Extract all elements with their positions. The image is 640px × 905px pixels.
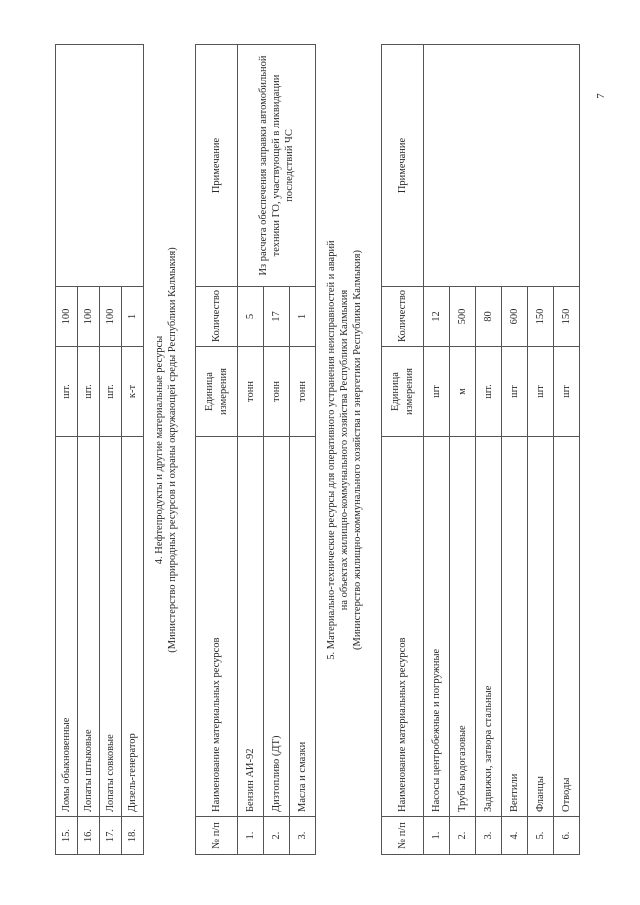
quantity: 100 (78, 287, 100, 347)
header-note: Примечание (196, 45, 238, 287)
row-number: 15. (56, 817, 78, 855)
table-row (424, 45, 450, 855)
table-section-5 (381, 44, 580, 855)
header-note: Примечание (382, 45, 424, 287)
table-continuation (55, 44, 144, 855)
unit: шт. (476, 347, 502, 437)
unit: шт. (56, 347, 78, 437)
resource-name: Трубы водогазовые (450, 437, 476, 817)
section-4-title: 4. Нефтепродукты и другие материальные ресурсы (154, 335, 165, 565)
header-quantity: Количество (196, 287, 238, 347)
unit: к-т (122, 347, 144, 437)
resource-name: Фланцы (528, 437, 554, 817)
row-number: 3. (290, 817, 316, 855)
row-number: 1. (238, 817, 264, 855)
section-4-subtitle: (Министерство природных ресурсов и охраны окружающей среды Республики Калмыкия) (167, 247, 179, 653)
header-quantity: Количество (382, 287, 424, 347)
section-5-heading (325, 45, 364, 855)
resource-name: Лопаты штыковые (78, 437, 100, 817)
row-number: 3. (476, 817, 502, 855)
unit: шт (554, 347, 580, 437)
unit: шт (424, 347, 450, 437)
table-row (56, 45, 78, 855)
resource-name: Насосы центробежные и погружные (424, 437, 450, 817)
header-unit: Единица измерения (196, 347, 238, 437)
section-5-subtitle: (Министерство жилищно-коммунального хозяйства и энергетики Республики Калмыкия) (352, 250, 364, 651)
row-number: 2. (450, 817, 476, 855)
quantity: 12 (424, 287, 450, 347)
resource-name: Ломы обыкновенные (56, 437, 78, 817)
table-header-row (382, 45, 424, 855)
unit: шт. (78, 347, 100, 437)
quantity: 1 (122, 287, 144, 347)
header-number: № п/п (382, 817, 424, 855)
resource-name: Отводы (554, 437, 580, 817)
unit: тонн (264, 347, 290, 437)
page-number: 7 (594, 93, 607, 99)
resource-name: Задвижки, затвора стальные (476, 437, 502, 817)
row-number: 17. (100, 817, 122, 855)
resource-name: Масла и смазки (290, 437, 316, 817)
quantity: 500 (450, 287, 476, 347)
header-unit: Единица измерения (382, 347, 424, 437)
quantity: 80 (476, 287, 502, 347)
quantity: 5 (238, 287, 264, 347)
quantity: 100 (56, 287, 78, 347)
note-cell (56, 45, 144, 287)
note-cell (424, 45, 580, 287)
row-number: 1. (424, 817, 450, 855)
unit: шт (502, 347, 528, 437)
section-5-title: 5. Материально-технические ресурсы для оперативного устранения неисправностей и аварий (326, 240, 337, 660)
table-row (238, 45, 264, 855)
quantity: 150 (554, 287, 580, 347)
row-number: 2. (264, 817, 290, 855)
section-4-heading (153, 45, 179, 855)
header-number: № п/п (196, 817, 238, 855)
row-number: 4. (502, 817, 528, 855)
resource-name: Вентили (502, 437, 528, 817)
rotated-page (55, 45, 580, 855)
row-number: 6. (554, 817, 580, 855)
section-5-title-line2: на объектах жилищно-коммунального хозяйства Республики Калмыкия (339, 289, 351, 611)
table-header-row (196, 45, 238, 855)
quantity: 1 (290, 287, 316, 347)
resource-name: Бензин АИ-92 (238, 437, 264, 817)
note-text: Из расчета обеспечения заправки автомобильной техники ГО, участвующей в ликвидации последствий ЧС (238, 45, 316, 287)
header-name: Наименование материальных ресурсов (196, 437, 238, 817)
unit: шт (528, 347, 554, 437)
row-number: 16. (78, 817, 100, 855)
row-number: 18. (122, 817, 144, 855)
unit: тонн (238, 347, 264, 437)
table-section-4 (195, 44, 316, 855)
quantity: 100 (100, 287, 122, 347)
header-name: Наименование материальных ресурсов (382, 437, 424, 817)
quantity: 17 (264, 287, 290, 347)
row-number: 5. (528, 817, 554, 855)
quantity: 600 (502, 287, 528, 347)
quantity: 150 (528, 287, 554, 347)
unit: м (450, 347, 476, 437)
resource-name: Дизтопливо (ДТ) (264, 437, 290, 817)
unit: тонн (290, 347, 316, 437)
unit: шт. (100, 347, 122, 437)
resource-name: Лопаты совковые (100, 437, 122, 817)
resource-name: Дизель-генератор (122, 437, 144, 817)
